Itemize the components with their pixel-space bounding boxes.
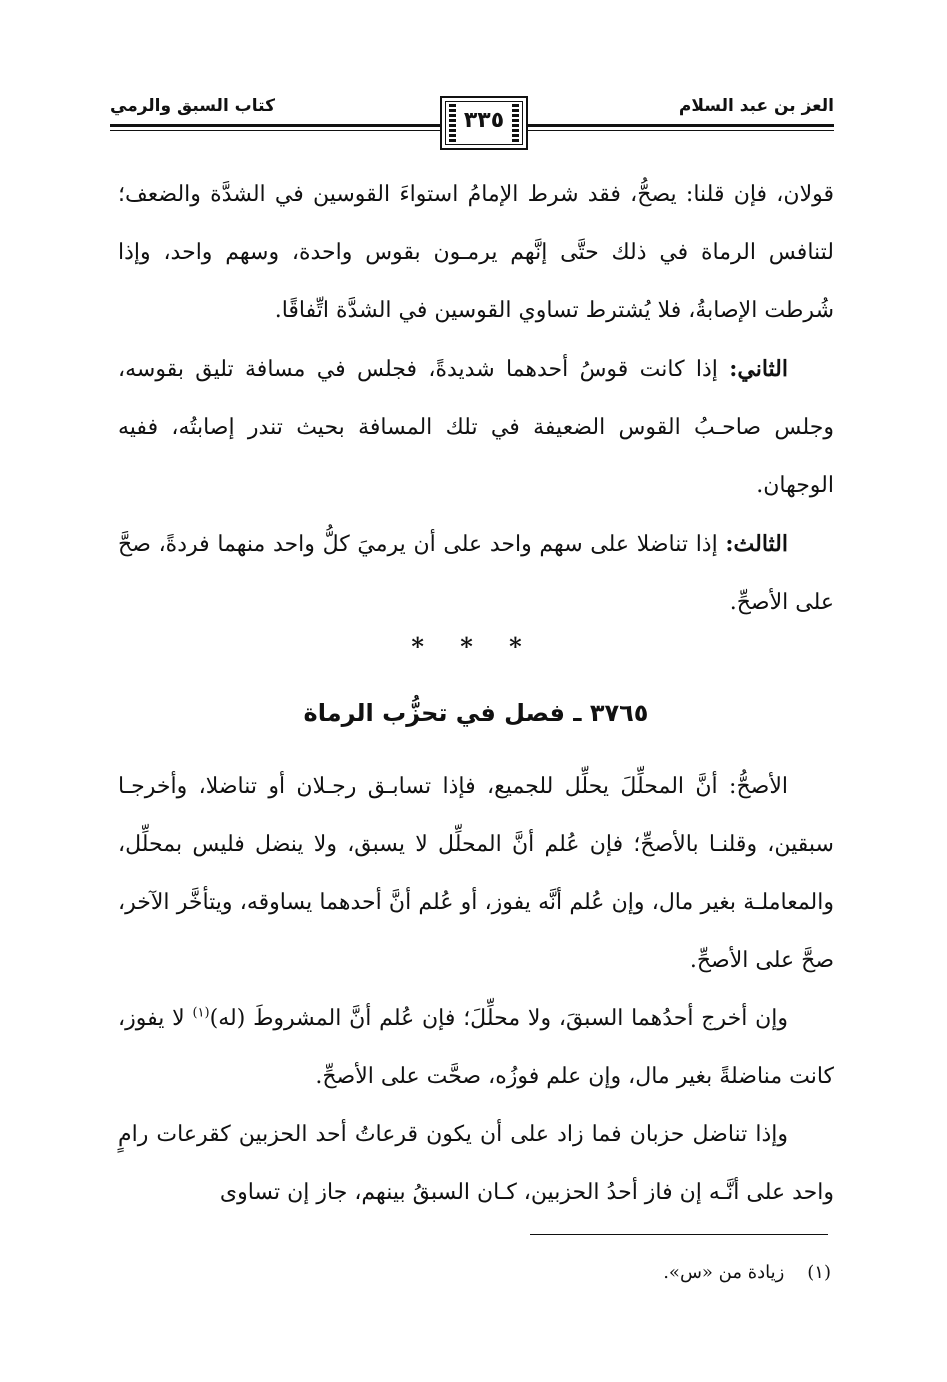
third-case-text: إذا تناضلا على سهم واحد على أن يرميَ كلُّ واحد منهما فردةً، صحَّ على الأصحِّ. xyxy=(118,532,834,615)
paragraph-section-opening: الأصحُّ: أنَّ المحلِّلَ يحلِّل للجميع، فإذا تسابـق رجـلان أو تناضلا، وأخرجـا سبقين، وقلنـا بالأصحِّ؛ فإن عُلم أنَّ المحلِّل لا يسبق، ولا ينضل فليس بمحلِّل، والمعاملـة بغير مال، وإن عُلم أنَّه يفوز، أو عُلم أنَّ أحدهما يساوقه، ويتأخَّر الآخر، صحَّ على الأصحِّ. xyxy=(118,774,834,973)
second-case-text: إذا كانت قوسُ أحدهما شديدةً، فجلس في مسافة تليق بقوسه، وجلس صاحـبُ القوس الضعيفة في تلك المسافة بحيث تندر إصابتُه، ففيه الوجهان. xyxy=(118,357,834,498)
page-header xyxy=(110,88,834,158)
page-number-frame xyxy=(440,96,528,150)
term-third: الثالث: xyxy=(725,531,788,557)
term-second: الثاني: xyxy=(729,356,788,382)
section-title: ٣٧٦٥ ـ فصل في تحزُّب الرماة xyxy=(303,699,649,727)
author-running-head: العز بن عبد السلام xyxy=(678,96,834,116)
footnote-number: (١) xyxy=(807,1262,831,1283)
paragraph-third-case xyxy=(118,515,834,632)
sabaq-text-b: لا يفوز، كانت مناضلةً بغير مال، وإن علم فوزُه، صحَّت على الأصحِّ. xyxy=(118,1006,834,1089)
sabaq-text-a: وإن أخرج أحدُهما السبقَ، ولا محلِّلَ؛ فإن عُلم أنَّ المشروطَ (له) xyxy=(209,1006,788,1031)
section-separator: * * * xyxy=(411,632,536,661)
footnote-text: زيادة من «س». xyxy=(663,1262,785,1283)
paragraph-two-parties: وإذا تناضل حزبان فما زاد على أن يكون قرعاتُ أحد الحزبين كقرعات رامٍ واحد على أنَّـه إن فاز أحدُ الحزبين، كـان السبقُ بينهم، جاز إن تساوى xyxy=(118,1122,834,1205)
footnote-reference: (١) xyxy=(192,1005,210,1021)
footnote xyxy=(663,1262,831,1283)
paragraph-second-case xyxy=(118,340,834,515)
paragraph-continuation: قولان، فإن قلنا: يصحُّ، فقد شرط الإمامُ استواءَ القوسين في الشدَّة والضعف؛ لتنافس الرماة في ذلك حتَّى إنَّهم يرمـون بقوس واحدة، وسهم واحد، وإذا شُرطت الإصابةُ، فلا يُشترط تساوي القوسين في الشدَّة اتِّفاقًا. xyxy=(118,182,834,323)
page-number: ٣٣٥ xyxy=(463,108,505,133)
text-block-bottom xyxy=(118,758,834,1222)
footnote-rule xyxy=(530,1234,828,1235)
book-running-head: كتاب السبق والرمي xyxy=(110,96,275,116)
paragraph-sabaq-from-one xyxy=(118,990,834,1106)
text-block-top xyxy=(118,166,834,632)
